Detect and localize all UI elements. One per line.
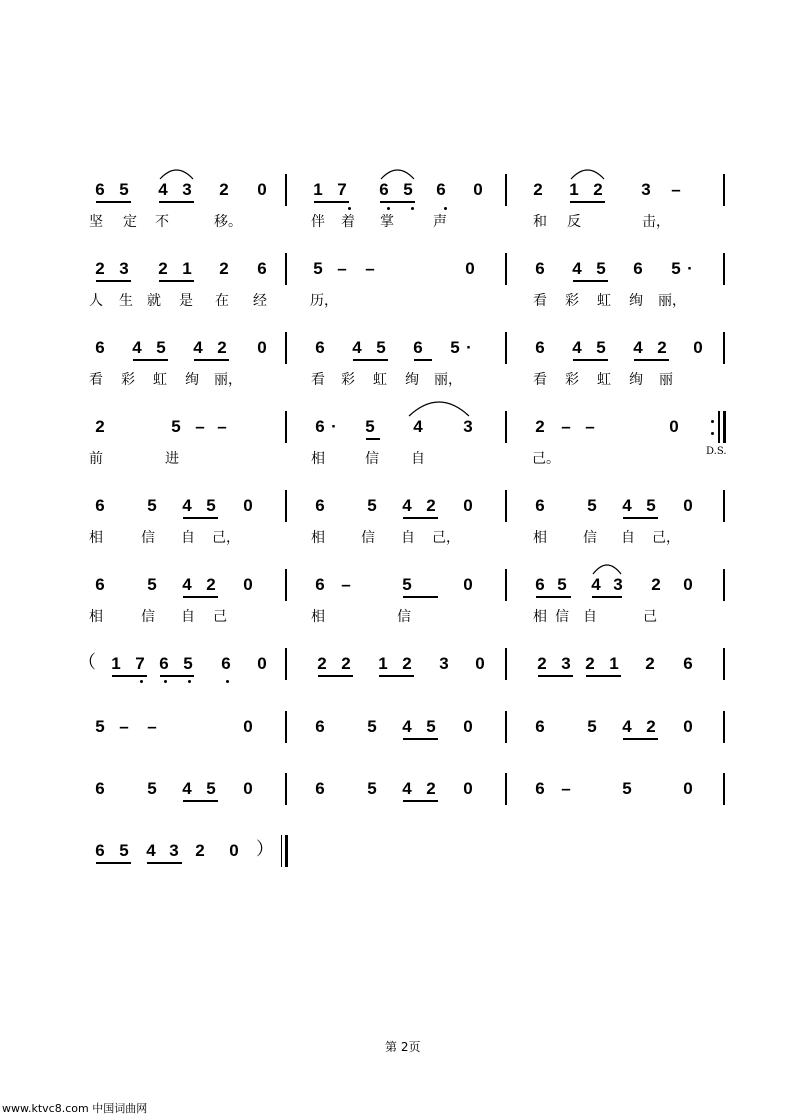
- final-barline-thin: [281, 835, 282, 867]
- barline: [285, 569, 287, 601]
- underline: [183, 596, 218, 598]
- lyric-syllable: 虹: [597, 293, 611, 309]
- underline: [570, 201, 605, 203]
- note: 0: [683, 496, 693, 515]
- octave-dot: [188, 680, 191, 683]
- note: 6: [535, 575, 545, 594]
- note: 6: [95, 338, 105, 357]
- note: 0: [243, 779, 253, 798]
- slur: [159, 169, 194, 180]
- repeat-barline-thin: [718, 411, 720, 443]
- underline: [586, 675, 621, 677]
- note: 5: [587, 496, 597, 515]
- underline: [380, 201, 415, 203]
- lyric-syllable: 生: [119, 293, 133, 309]
- note: 2: [95, 417, 105, 436]
- barline: [723, 569, 725, 601]
- underline: [634, 359, 669, 361]
- underline: [96, 201, 131, 203]
- repeat-barline-thick: [723, 411, 726, 443]
- note: 0: [693, 338, 703, 357]
- note: 0: [257, 338, 267, 357]
- final-barline-thick: [285, 835, 288, 867]
- lyric-syllable: 不: [155, 214, 169, 230]
- note: 5: [671, 259, 681, 278]
- barline: [285, 411, 287, 443]
- barline: [723, 711, 725, 743]
- lyric-syllable: 虹: [153, 372, 167, 388]
- lyric-syllable: 人: [89, 293, 103, 309]
- note: 4: [622, 717, 632, 736]
- note: 4: [402, 496, 412, 515]
- octave-dot: [140, 680, 143, 683]
- lyric-syllable: 是: [179, 293, 193, 309]
- underline: [314, 201, 349, 203]
- barline: [285, 648, 287, 680]
- note: 0: [463, 779, 473, 798]
- note: 5: [183, 654, 193, 673]
- note: 2: [651, 575, 661, 594]
- note: 6: [315, 717, 325, 736]
- lyric-syllable: 进: [165, 451, 179, 467]
- note: 5: [313, 259, 323, 278]
- lyric-syllable: 信: [365, 451, 379, 467]
- underline: [96, 862, 131, 864]
- note: 4: [146, 841, 156, 860]
- note: 6: [535, 338, 545, 357]
- barline: [285, 253, 287, 285]
- note: 2: [657, 338, 667, 357]
- lyric-syllable: 己，: [432, 530, 460, 546]
- note: 5: [147, 496, 157, 515]
- underline: [159, 280, 194, 282]
- note: 2: [533, 180, 543, 199]
- slur: [408, 401, 470, 417]
- lyric-syllable: 前: [89, 451, 103, 467]
- note: 5: [402, 575, 412, 594]
- note: 5: [450, 338, 460, 357]
- note: 4: [591, 575, 601, 594]
- lyric-syllable: 掌: [380, 214, 394, 230]
- lyric-syllable: 在: [215, 293, 229, 309]
- lyric-syllable: 虹: [597, 372, 611, 388]
- note: 4: [402, 779, 412, 798]
- underline: [318, 675, 353, 677]
- note: –: [671, 180, 681, 199]
- note: 6: [413, 338, 423, 357]
- note: 7: [135, 654, 145, 673]
- lyric-syllable: 定: [123, 214, 137, 230]
- underline: [403, 517, 438, 519]
- note: 6: [95, 180, 105, 199]
- repeat-dot: [711, 432, 714, 435]
- note: 4: [622, 496, 632, 515]
- note: 1: [569, 180, 579, 199]
- note: 5: [596, 338, 606, 357]
- note: 5: [119, 180, 129, 199]
- note: 6: [535, 259, 545, 278]
- note: –: [585, 417, 595, 436]
- note: 6: [315, 575, 325, 594]
- note: 0: [257, 654, 267, 673]
- note: –: [341, 575, 351, 594]
- note: 0: [473, 180, 483, 199]
- note: 6: [221, 654, 231, 673]
- note: 5: [171, 417, 181, 436]
- lyric-syllable: 击，: [642, 214, 670, 230]
- note: 0: [475, 654, 485, 673]
- lyric-syllable: 己: [213, 609, 227, 625]
- ds-marking: D.S.: [706, 446, 727, 457]
- note: 6: [436, 180, 446, 199]
- note: 6: [379, 180, 389, 199]
- note: 5: [119, 841, 129, 860]
- note: ·: [466, 338, 472, 357]
- barline: [285, 490, 287, 522]
- lyric-syllable: 反: [567, 214, 581, 230]
- barline: [723, 773, 725, 805]
- note: 2: [217, 338, 227, 357]
- lyric-syllable: 彩: [565, 372, 579, 388]
- lyric-syllable: 声: [433, 214, 447, 230]
- lyric-syllable: 信: [361, 530, 375, 546]
- note: 5: [365, 417, 375, 436]
- lyric-syllable: 着: [341, 214, 355, 230]
- barline: [723, 174, 725, 206]
- note: 2: [219, 180, 229, 199]
- lyric-syllable: 坚: [89, 214, 103, 230]
- underline: [592, 596, 622, 598]
- open-paren: （: [78, 652, 96, 673]
- underline: [623, 517, 658, 519]
- note: 0: [683, 779, 693, 798]
- lyric-syllable: 自: [401, 530, 415, 546]
- note: 2: [95, 259, 105, 278]
- note: 4: [402, 717, 412, 736]
- lyric-syllable: 相: [533, 609, 547, 625]
- note: 4: [413, 417, 423, 436]
- note: 2: [585, 654, 595, 673]
- note: 6: [95, 575, 105, 594]
- note: 4: [182, 779, 192, 798]
- barline: [285, 773, 287, 805]
- note: 6: [315, 496, 325, 515]
- note: 4: [158, 180, 168, 199]
- lyric-syllable: 自: [583, 609, 597, 625]
- underline: [623, 738, 658, 740]
- note: 6: [159, 654, 169, 673]
- lyric-syllable: 相: [311, 451, 325, 467]
- note: 2: [535, 417, 545, 436]
- underline: [147, 862, 182, 864]
- note: 4: [132, 338, 142, 357]
- lyric-syllable: 看: [89, 372, 103, 388]
- note: 5: [646, 496, 656, 515]
- note: 6: [535, 496, 545, 515]
- note: 3: [463, 417, 473, 436]
- octave-dot: [387, 207, 390, 210]
- lyric-syllable: 己，: [652, 530, 680, 546]
- note: 2: [219, 259, 229, 278]
- barline: [723, 490, 725, 522]
- note: 5: [376, 338, 386, 357]
- note: 0: [257, 180, 267, 199]
- note: –: [561, 417, 571, 436]
- note: –: [147, 717, 157, 736]
- barline: [285, 711, 287, 743]
- note: ·: [687, 259, 693, 278]
- note: 0: [669, 417, 679, 436]
- note: 2: [645, 654, 655, 673]
- underline: [194, 359, 229, 361]
- barline: [285, 332, 287, 364]
- barline: [505, 711, 507, 743]
- underline: [538, 675, 573, 677]
- lyric-syllable: 丽，: [658, 293, 686, 309]
- close-paren: ）: [256, 839, 274, 860]
- note: 1: [111, 654, 121, 673]
- octave-dot: [164, 680, 167, 683]
- barline: [723, 332, 725, 364]
- note: 3: [561, 654, 571, 673]
- lyric-syllable: 自: [181, 530, 195, 546]
- note: 6: [535, 717, 545, 736]
- barline: [505, 174, 507, 206]
- lyric-syllable: 丽，: [434, 372, 462, 388]
- note: –: [561, 779, 571, 798]
- note: 7: [337, 180, 347, 199]
- note: 1: [609, 654, 619, 673]
- lyric-syllable: 绚: [629, 293, 643, 309]
- note: 2: [646, 717, 656, 736]
- note: 4: [182, 575, 192, 594]
- underline: [573, 280, 608, 282]
- barline: [505, 332, 507, 364]
- note: 2: [426, 496, 436, 515]
- note: 6: [95, 841, 105, 860]
- slur: [380, 169, 415, 180]
- note: 5: [147, 779, 157, 798]
- note: 5: [367, 496, 377, 515]
- note: 0: [243, 717, 253, 736]
- watermark: www.ktvc8.com 中国词曲网: [2, 1102, 148, 1115]
- note: 5: [95, 717, 105, 736]
- note: –: [119, 717, 129, 736]
- underline: [133, 359, 168, 361]
- repeat-dot: [711, 420, 714, 423]
- note: 1: [182, 259, 192, 278]
- lyric-syllable: 历，: [310, 293, 338, 309]
- note: 0: [463, 717, 473, 736]
- note: 4: [193, 338, 203, 357]
- lyric-syllable: 彩: [121, 372, 135, 388]
- note: 5: [587, 717, 597, 736]
- barline: [505, 490, 507, 522]
- note: 5: [156, 338, 166, 357]
- lyric-syllable: 相: [89, 609, 103, 625]
- lyric-syllable: 自: [621, 530, 635, 546]
- note: 6: [257, 259, 267, 278]
- note: 2: [341, 654, 351, 673]
- note: 5: [367, 717, 377, 736]
- note: –: [337, 259, 347, 278]
- note: 2: [537, 654, 547, 673]
- lyric-syllable: 丽，: [214, 372, 242, 388]
- lyric-syllable: 虹: [373, 372, 387, 388]
- note: –: [195, 417, 205, 436]
- note: 2: [206, 575, 216, 594]
- lyric-syllable: 绚: [629, 372, 643, 388]
- lyric-syllable: 看: [533, 293, 547, 309]
- octave-dot: [348, 207, 351, 210]
- note: 6: [95, 779, 105, 798]
- barline: [285, 174, 287, 206]
- note: 2: [593, 180, 603, 199]
- note: 2: [317, 654, 327, 673]
- note: 6: [633, 259, 643, 278]
- lyric-syllable: 移。: [214, 214, 242, 230]
- note: 0: [243, 496, 253, 515]
- lyric-syllable: 相: [89, 530, 103, 546]
- lyric-syllable: 己。: [532, 451, 560, 467]
- note: 0: [229, 841, 239, 860]
- note: 0: [463, 496, 473, 515]
- note: 2: [426, 779, 436, 798]
- note: 5: [206, 779, 216, 798]
- note: 5: [622, 779, 632, 798]
- note: 4: [352, 338, 362, 357]
- underline: [183, 517, 218, 519]
- note: 5: [147, 575, 157, 594]
- note: 2: [195, 841, 205, 860]
- lyric-syllable: 绚: [185, 372, 199, 388]
- lyric-syllable: 信: [397, 609, 411, 625]
- note: –: [365, 259, 375, 278]
- lyric-syllable: 信: [141, 530, 155, 546]
- note: 1: [313, 180, 323, 199]
- underline: [96, 280, 131, 282]
- note: 4: [572, 259, 582, 278]
- lyric-syllable: 和: [533, 214, 547, 230]
- lyric-syllable: 信: [583, 530, 597, 546]
- note: 5: [367, 779, 377, 798]
- underline: [403, 596, 438, 598]
- lyric-syllable: 己: [643, 609, 657, 625]
- note: 1: [378, 654, 388, 673]
- note: 6: [683, 654, 693, 673]
- barline: [505, 411, 507, 443]
- note: 6: [95, 496, 105, 515]
- note: 3: [182, 180, 192, 199]
- slur: [592, 564, 622, 575]
- barline: [505, 569, 507, 601]
- underline: [379, 675, 414, 677]
- lyric-syllable: 伴: [311, 214, 325, 230]
- note: –: [217, 417, 227, 436]
- underline: [160, 675, 194, 677]
- octave-dot: [411, 207, 414, 210]
- lyric-syllable: 自: [411, 451, 425, 467]
- underline: [414, 359, 432, 361]
- barline: [505, 253, 507, 285]
- octave-dot: [226, 680, 229, 683]
- note: 3: [641, 180, 651, 199]
- underline: [353, 359, 388, 361]
- note: 6: [315, 338, 325, 357]
- lyric-syllable: 信: [141, 609, 155, 625]
- note: 0: [465, 259, 475, 278]
- octave-dot: [444, 207, 447, 210]
- lyric-syllable: 相: [533, 530, 547, 546]
- slur: [570, 169, 605, 180]
- lyric-syllable: 经: [253, 293, 267, 309]
- note: 0: [683, 575, 693, 594]
- note: 3: [613, 575, 623, 594]
- underline: [183, 800, 218, 802]
- lyric-syllable: 看: [311, 372, 325, 388]
- note: 6: [535, 779, 545, 798]
- note: 6: [315, 779, 325, 798]
- lyric-syllable: 看: [533, 372, 547, 388]
- lyric-syllable: 相: [311, 530, 325, 546]
- note: 5: [557, 575, 567, 594]
- barline: [723, 648, 725, 680]
- barline: [505, 648, 507, 680]
- underline: [366, 438, 380, 440]
- lyric-syllable: 相: [311, 609, 325, 625]
- lyric-syllable: 自: [181, 609, 195, 625]
- lyric-syllable: 己，: [212, 530, 240, 546]
- note: 3: [119, 259, 129, 278]
- note: 5: [426, 717, 436, 736]
- barline: [505, 773, 507, 805]
- note: 6: [315, 417, 325, 436]
- underline: [403, 800, 438, 802]
- lyric-syllable: 就: [147, 293, 161, 309]
- note: 3: [439, 654, 449, 673]
- note: 3: [169, 841, 179, 860]
- note: 5: [206, 496, 216, 515]
- underline: [403, 738, 438, 740]
- note: 0: [683, 717, 693, 736]
- note: 5: [403, 180, 413, 199]
- note: 4: [182, 496, 192, 515]
- note: 4: [633, 338, 643, 357]
- lyric-syllable: 丽: [659, 372, 673, 388]
- lyric-syllable: 信: [555, 609, 569, 625]
- page-number: 第 2页: [385, 1040, 421, 1054]
- note: 0: [463, 575, 473, 594]
- lyric-syllable: 彩: [565, 293, 579, 309]
- note: 4: [572, 338, 582, 357]
- lyric-syllable: 绚: [405, 372, 419, 388]
- note: 0: [243, 575, 253, 594]
- underline: [159, 201, 194, 203]
- note: ·: [331, 417, 337, 436]
- underline: [112, 675, 147, 677]
- note: 5: [596, 259, 606, 278]
- underline: [573, 359, 608, 361]
- lyric-syllable: 彩: [341, 372, 355, 388]
- note: 2: [158, 259, 168, 278]
- underline: [536, 596, 571, 598]
- note: 2: [402, 654, 412, 673]
- barline: [723, 253, 725, 285]
